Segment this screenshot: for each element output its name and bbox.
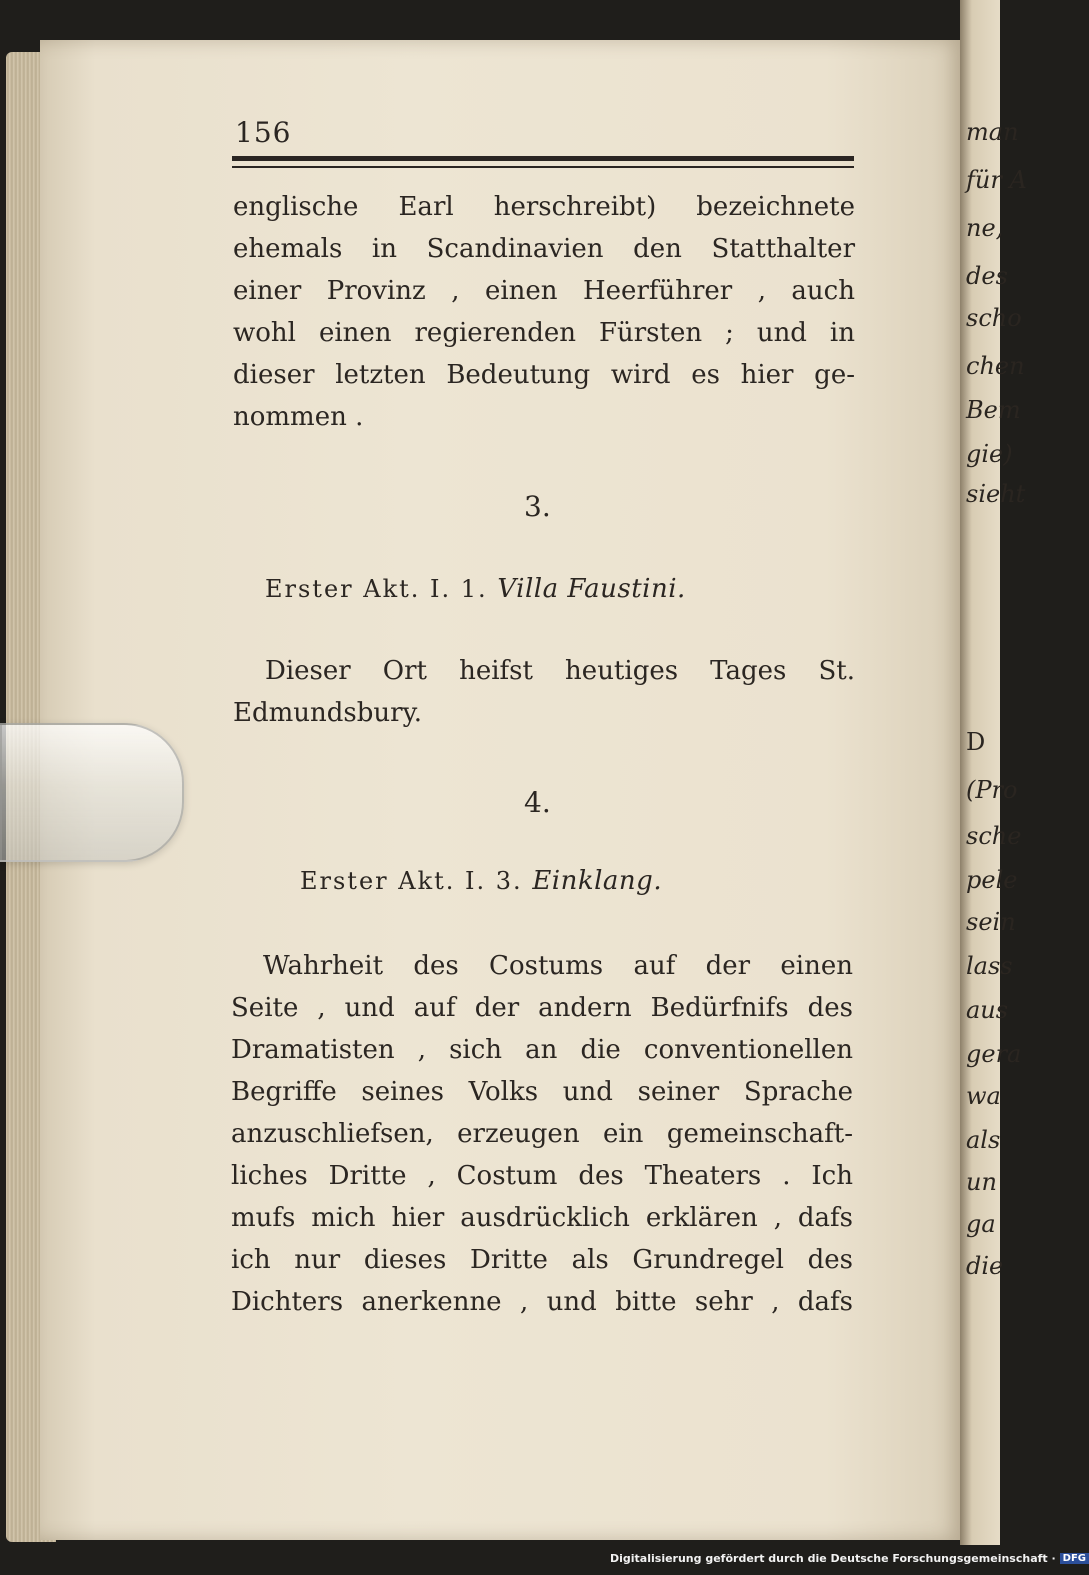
paragraph-3 [231,945,853,1323]
facing-page-fragment: als [966,1126,1001,1154]
facing-page-fragment: sein [966,908,1016,936]
facing-page-fragment: pele [966,866,1018,894]
header-rule [232,156,854,161]
text-line: anzuschliefsen, erzeugen ein gemeinschaft- [231,1119,853,1149]
facing-page-fragment: (Pro [966,776,1018,804]
heading-text: Erster Akt. I. 3. [300,867,523,895]
facing-page-fragment: lass [966,952,1013,980]
facing-page-fragment: wa [966,1082,1001,1110]
text-line: ich nur dieses Dritte als Grundregel des [231,1245,853,1275]
facing-page-fragment: des [966,262,1008,290]
facing-page-fragment: Bem [966,396,1021,424]
heading-text: Erster Akt. I. 1. [265,575,488,603]
heading-italic-text: Villa Faustini. [497,574,686,604]
text-line: Dieser Ort heifst heutiges Tages St. [265,656,855,686]
facing-page-edge [960,0,1027,1545]
text-line: ehemals in Scandinavien den Statthalter [233,234,855,264]
text-line: Edmundsbury. [233,698,423,728]
facing-page-fragment: man [966,118,1019,146]
section-number-4: 4. [524,786,551,819]
text-line: dieser letzten Bedeutung wird es hier ge- [233,360,855,390]
text-line: einer Provinz , einen Heerführer , auch [233,276,855,306]
text-line: englische Earl herschreibt) bezeichnete [233,192,855,222]
page-number: 156 [235,116,292,149]
dfg-logo: DFG [1060,1553,1089,1564]
paragraph-1 [233,186,855,438]
text-line: Seite , und auf der andern Bedürfnifs des [231,993,853,1023]
section-heading-3 [265,568,686,610]
facing-page-fragment: D [966,728,986,756]
facing-page-fragment: chen [966,352,1025,380]
text-line: Dichters anerkenne , und bitte sehr , dafs [231,1287,853,1317]
text-line: Begriffe seines Volks und seiner Sprache [231,1077,853,1107]
facing-page-fragment: sieht [966,480,1026,508]
header-rule-thin [232,166,854,168]
facing-page-fragment: ne, [966,214,1004,242]
facing-page-fragment: un [966,1168,997,1196]
text-line: Wahrheit des Costums auf der einen [263,951,853,981]
facing-page-fragment: für A [966,166,1027,194]
facing-page-fragment: ga [966,1210,996,1238]
page-clip [0,723,184,862]
digitization-credit [610,1548,1089,1568]
section-heading-4 [300,860,662,902]
facing-page-fragment: gie) [966,440,1013,468]
credit-text: Digitalisierung gefördert durch die Deutsche Forschungsgemeinschaft · [610,1551,1056,1565]
facing-page-fragment: gera [966,1040,1022,1068]
text-line: Dramatisten , sich an die conventionellen [231,1035,853,1065]
heading-italic-text: Einklang. [532,866,663,896]
text-line: mufs mich hier ausdrücklich erklären , dafs [231,1203,853,1233]
text-line: liches Dritte , Costum des Theaters . Ich [231,1161,853,1191]
text-line: nommen . [233,402,364,432]
facing-page-fragment: scho [966,304,1022,332]
facing-page-fragment: die [966,1252,1004,1280]
section-number-3: 3. [524,490,551,523]
text-line: wohl einen regierenden Fürsten ; und in [233,318,855,348]
facing-page-fragment: aus [966,996,1009,1024]
facing-page-fragment: sche [966,822,1022,850]
paragraph-2 [233,650,855,734]
